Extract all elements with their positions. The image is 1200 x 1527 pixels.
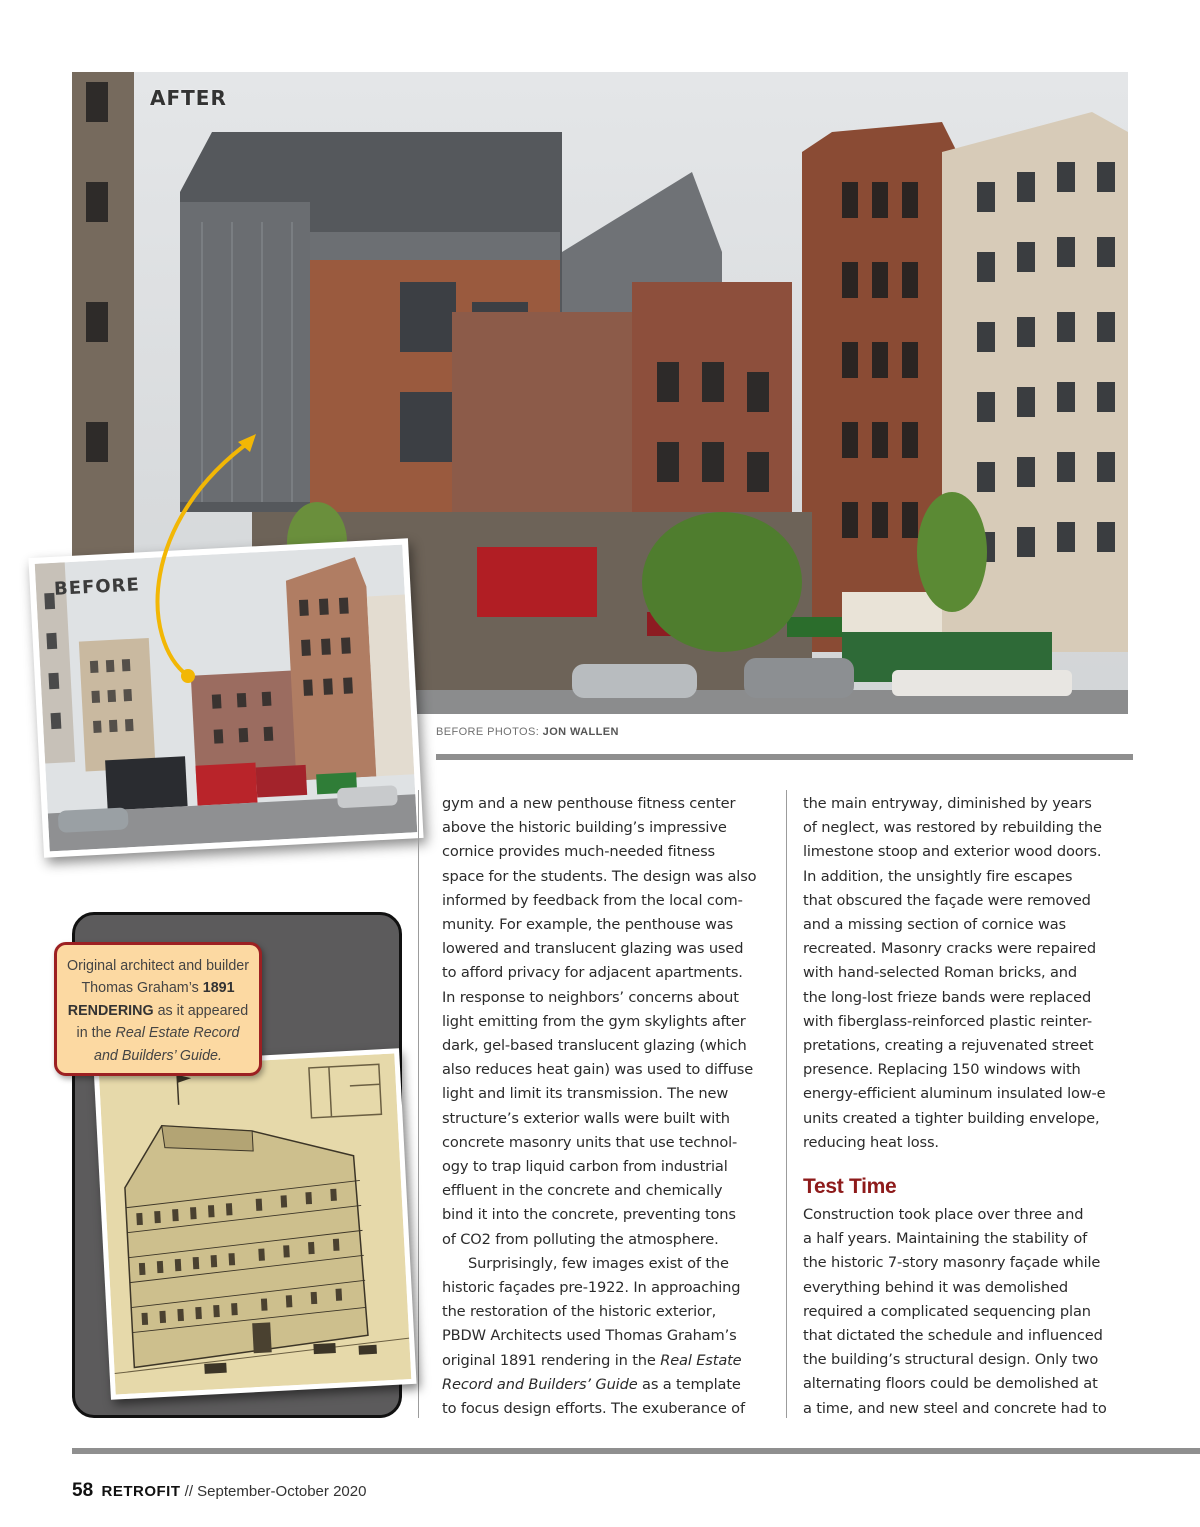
text-fragment: original 1891 rendering in the	[442, 1351, 656, 1369]
before-label: BEFORE	[53, 574, 141, 600]
text-line: to focus design efforts. The exuberance of	[442, 1400, 745, 1418]
text-line: presence. Replacing 150 windows with	[803, 1061, 1081, 1079]
text-line: light emitting from the gym skylights after	[442, 1012, 746, 1030]
text-line: Construction took place over three and	[803, 1206, 1084, 1224]
text-line: that dictated the schedule and influenced	[803, 1327, 1103, 1345]
text-line: the restoration of the historic exterior,	[442, 1303, 717, 1321]
text-line: energy-efficient aluminum insulated low-e	[803, 1085, 1106, 1103]
text-line: that obscured the façade were removed	[803, 891, 1091, 909]
top-rule	[436, 754, 1133, 760]
text-fragment: as a template	[642, 1375, 741, 1393]
text-line: limestone stoop and exterior wood doors.	[803, 843, 1102, 861]
text-line: required a complicated sequencing plan	[803, 1302, 1091, 1320]
column-divider	[418, 790, 419, 1418]
text-line: the building’s structural design. Only two	[803, 1351, 1099, 1369]
before-photo-frame	[28, 538, 423, 857]
text-line: historic façades pre-1922. In approaching	[442, 1279, 741, 1297]
text-line: space for the students. The design was also	[442, 867, 757, 885]
text-line: informed by feedback from the local com-	[442, 891, 743, 909]
text-line: cornice provides much-needed fitness	[442, 843, 715, 861]
text-line: everything behind it was demolished	[803, 1278, 1068, 1296]
publication-title: Record and Builders’ Guide	[442, 1375, 638, 1393]
text-line: the main entryway, diminished by years	[803, 795, 1092, 812]
text-line: units created a tighter building envelope,	[803, 1109, 1100, 1127]
section-heading: Test Time	[803, 1175, 897, 1199]
caption-publication: Real Estate Record and Builders’ Guide.	[94, 1025, 240, 1064]
text-line	[442, 1373, 772, 1397]
publication-title: Real Estate	[660, 1351, 742, 1369]
text-line: Surprisingly, few images exist of the	[468, 1254, 729, 1272]
text-line: concrete masonry units that use technol-	[442, 1133, 738, 1151]
photo-credit-name: JON WALLEN	[542, 726, 619, 738]
page-number: 58	[72, 1480, 94, 1501]
photo-credit	[436, 726, 619, 738]
text-line: light and limit its transmission. The new	[442, 1085, 729, 1103]
photo-credit-prefix: BEFORE PHOTOS:	[436, 726, 540, 738]
text-line: also reduces heat gain) was used to diffuse	[442, 1061, 754, 1079]
caption-text: as it appeared in the	[76, 1002, 249, 1042]
footer-separator: //	[184, 1483, 193, 1500]
text-line: recreated. Masonry cracks were repaired	[803, 940, 1097, 958]
page-footer	[72, 1480, 366, 1502]
text-line: ogy to trap liquid carbon from industrial	[442, 1158, 728, 1176]
rendering-illustration	[99, 1053, 412, 1394]
text-line: a time, and new steel and concrete had to	[803, 1399, 1107, 1417]
text-line: the long-lost frieze bands were replaced	[803, 988, 1092, 1006]
text-line: gym and a new penthouse fitness center	[442, 795, 736, 812]
issue-date: September-October 2020	[197, 1483, 367, 1500]
text-line: with hand-selected Roman bricks, and	[803, 964, 1078, 982]
magazine-name: RETROFIT	[101, 1483, 181, 1500]
text-line: In addition, the unsightly fire escapes	[803, 867, 1073, 885]
text-line: reducing heat loss.	[803, 1133, 939, 1151]
text-line: with fiberglass-reinforced plastic reinter-	[803, 1012, 1092, 1030]
text-line: In response to neighbors’ concerns about	[442, 988, 739, 1006]
caption-bold: 1891 RENDERING	[67, 980, 235, 1019]
text-line: effluent in the concrete and chemically	[442, 1182, 723, 1200]
caption-text: Original architect and builder Thomas Graham’s	[67, 958, 249, 997]
text-line: the historic 7-story masonry façade while	[803, 1254, 1101, 1272]
rendering-caption-callout	[54, 942, 262, 1076]
text-line: dark, gel-based translucent glazing (which	[442, 1037, 747, 1055]
text-line: bind it into the concrete, preventing tons	[442, 1206, 736, 1224]
text-line: and a missing section of cornice was	[803, 916, 1066, 934]
text-line: alternating floors could be demolished at	[803, 1375, 1098, 1393]
text-line: above the historic building’s impressive	[442, 819, 727, 837]
text-line: munity. For example, the penthouse was	[442, 916, 734, 934]
text-line: to afford privacy for adjacent apartments.	[442, 964, 743, 982]
text-column-2	[803, 792, 1133, 1421]
text-line: of CO2 from polluting the atmosphere.	[442, 1230, 719, 1248]
column-divider	[786, 790, 787, 1418]
text-line: a half years. Maintaining the stability of	[803, 1230, 1088, 1248]
text-line	[442, 1349, 772, 1373]
after-label: AFTER	[150, 86, 227, 110]
historic-rendering-image	[93, 1048, 416, 1400]
bottom-rule	[72, 1448, 1200, 1454]
text-line: of neglect, was restored by rebuilding the	[803, 819, 1102, 837]
text-column-1	[442, 792, 772, 1421]
text-line: pretations, creating a rejuvenated street	[803, 1037, 1094, 1055]
text-line: lowered and translucent glazing was used	[442, 940, 744, 958]
text-line: PBDW Architects used Thomas Graham’s	[442, 1327, 737, 1345]
text-line: structure’s exterior walls were built with	[442, 1109, 730, 1127]
